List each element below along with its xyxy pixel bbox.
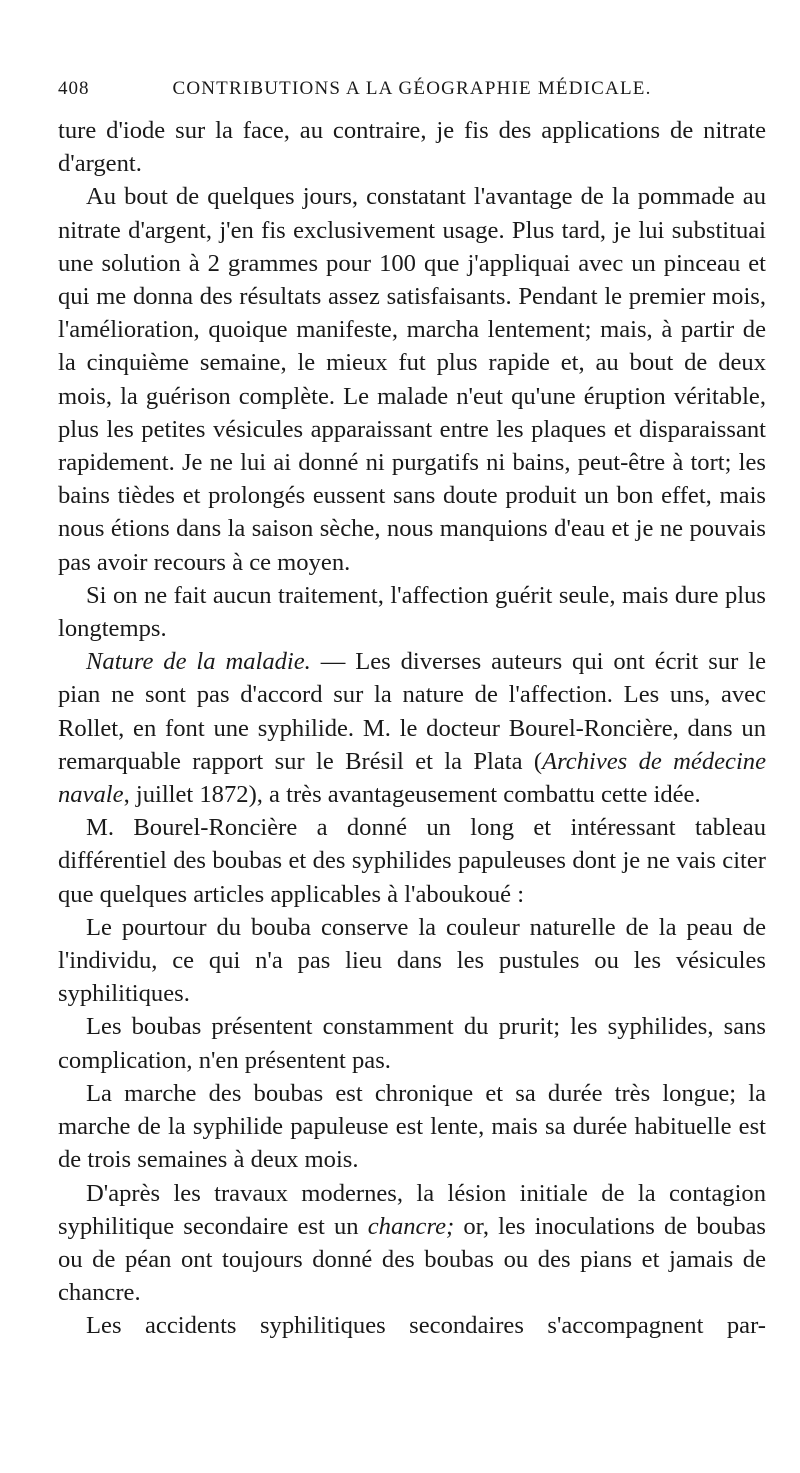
paragraph-text: M. Bourel-Roncière a donné un long et intéressant tableau différentiel des boubas et des syphilides papuleuses dont je ne vais citer que quelques articles applicables à l'aboukoué : <box>58 814 766 908</box>
paragraph-text: Les boubas présentent constamment du prurit; les syphilides, sans complication, n'en présentent pas. <box>58 1013 766 1074</box>
paragraph-text: or, les inoculations de boubas ou de péan ont toujours donné des boubas ou des pians et jamais de chancre. <box>58 1212 766 1307</box>
paragraph-6 <box>58 911 766 1011</box>
paragraph-text: Au bout de quelques jours, constatant l'avantage de la pommade au nitrate d'argent, j'en fis exclusivement usage. Plus tard, je lui substituai une solution à 2 grammes pour 100 que j'appliquai avec un pinceau et qui me donna des résultats assez satisfaisants. Pendant le premier mois, l'amélioration, quoique manifeste, marcha lentement; mais, à partir de la cinquième semaine, le mieux fut plus rapide et, au bout de deux mois, la guérison complète. Le malade n'eut qu'une éruption véritable, plus les petites vésicules apparaissant entre les plaques et disparaissant rapidement. Je ne lui ai donné ni purgatifs ni bains, peut-être à tort; les bains tièdes et prolongés eussent sans doute produit un bon effet, mais nous étions dans la saison sèche, nous manquions d'eau et je ne pouvais pas avoir recours à ce moyen. <box>58 183 766 576</box>
paragraph-3 <box>58 579 766 645</box>
paragraph-text: Si on ne fait aucun traitement, l'affection guérit seule, mais dure plus longtemps. <box>58 581 766 643</box>
page-number: 408 <box>58 78 90 99</box>
body-text <box>58 114 766 1343</box>
paragraph-text: La marche des boubas est chronique et sa durée très longue; la marche de la syphilide papuleuse est lente, mais sa durée habituelle est de trois semaines à deux mois. <box>58 1079 766 1174</box>
paragraph-text: ture d'iode sur la face, au contraire, je fis des applications de nitrate d'argent. <box>58 117 766 178</box>
paragraph-9 <box>58 1177 766 1310</box>
running-title: CONTRIBUTIONS A LA GÉOGRAPHIE MÉDICALE. <box>172 78 652 99</box>
paragraph-text: , juillet 1872), a très avantageusement combattu cette idée. <box>123 781 701 809</box>
journal-title: Archives de médecine navale <box>58 747 766 809</box>
paragraph-2 <box>58 180 766 578</box>
section-heading: Nature de la maladie. <box>86 648 311 676</box>
paragraph-text: — Les diverses auteurs qui ont écrit sur le pian ne sont pas d'accord sur la nature de l'affection. Les uns, avec Rollet, en font une syphilide. M. le docteur Bourel-Roncière, dans un remarquable rapport sur le Brésil et la Plata ( <box>58 648 766 775</box>
paragraph-10 <box>58 1309 766 1342</box>
paragraph-5 <box>58 811 766 911</box>
paragraph-text: D'après les travaux modernes, la lésion initiale de la contagion syphilitique secondaire est un <box>58 1179 766 1240</box>
paragraph-1 <box>58 114 766 180</box>
paragraph-text: Le pourtour du bouba conserve la couleur naturelle de la peau de l'individu, ce qui n'a pas lieu dans les pustules ou les vésicules syphilitiques. <box>58 913 766 1008</box>
book-page <box>58 78 766 1343</box>
paragraph-7 <box>58 1010 766 1076</box>
running-head <box>58 78 766 114</box>
italic-term: chancre; <box>367 1212 455 1240</box>
paragraph-nature-de-la-maladie <box>58 645 766 811</box>
paragraph-text: Les accidents syphilitiques secondaires s'accompagnent par- <box>86 1312 766 1340</box>
paragraph-8 <box>58 1077 766 1177</box>
